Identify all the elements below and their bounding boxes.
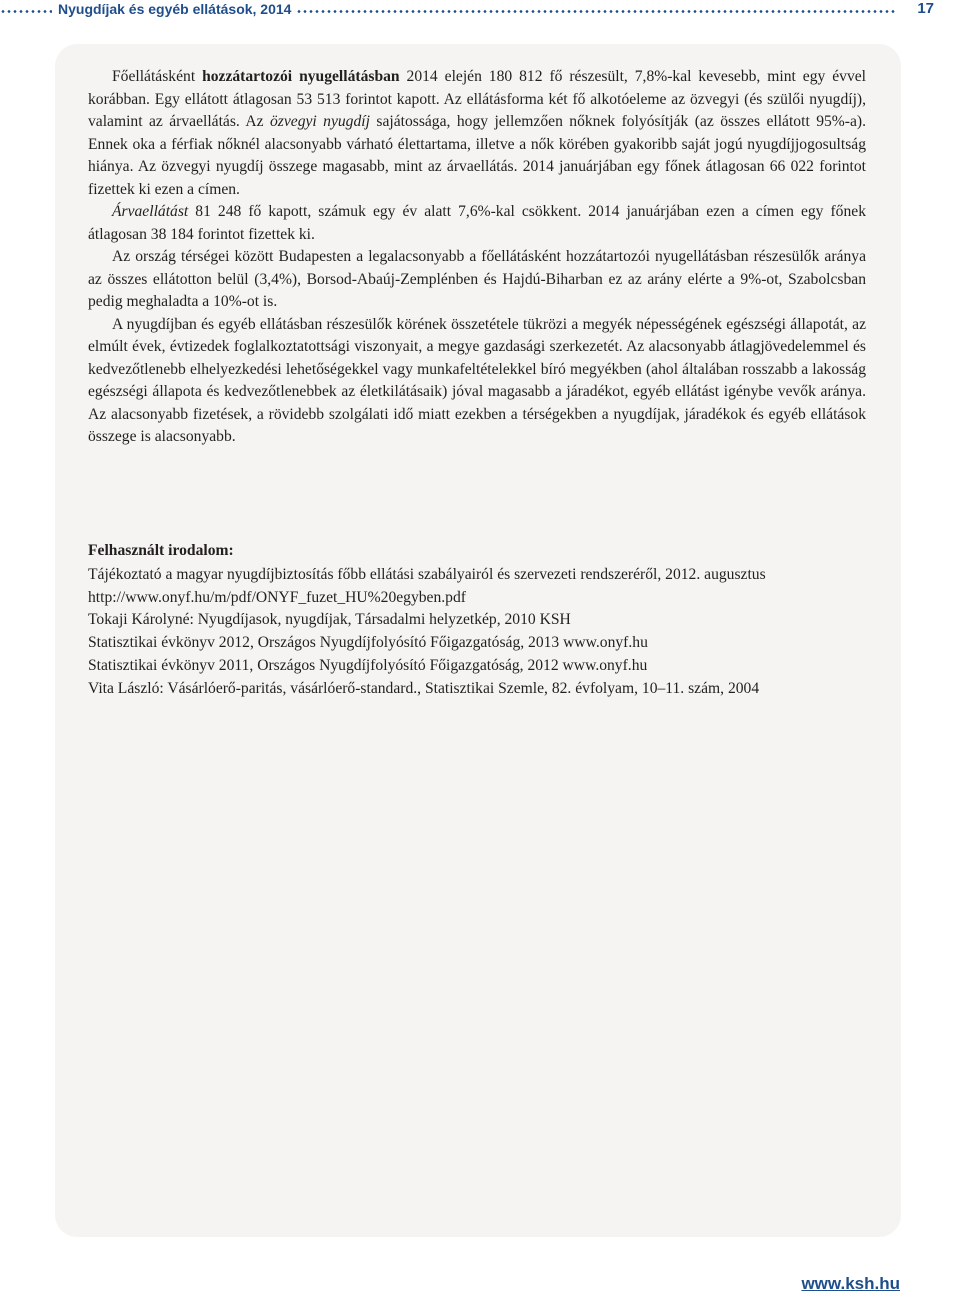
p1-text-c: 2014 elején 180 812 fő részesült, 7,8%-kal kevesebb, mint egy évvel korábban. Egy ellátott átlagosan 53 513 forintot kapott. Az ellátásforma két fő alkotóeleme az özvegyi (és szülői nyugdíj), valamint az árvaellátás. Az (88, 68, 866, 130)
running-title: Nyugdíjak és egyéb ellátások, 2014 (58, 1, 292, 17)
paragraph-composition: A nyugdíjban és egyéb ellátásban részesülők körének összetétele tükrözi a megyék népességének egészségi állapotát, az elmúlt évek, évtizedek foglalkoztatottsági viszonyait, a megye gazdasági szerkezetét. Az alacsonyabb átlagjövedelemmel és kedvezőtlenebb elhelyezkedési lehetőségekkel vagy munkafeltételekkel bíró megyékben (ahol általában rosszabb a lakosság egészségi állapota és kedvezőtlenebbek az életkilátásaik) jóval magasabb a járadékot, egyéb ellátást igénybe vevők aránya. Az alacsonyabb fizetések, a rövidebb szolgálati idő miatt ezekben a térségekben a nyugdíjak, járadékok és egyéb ellátások összege is alacsonyabb. (88, 315, 866, 445)
references (88, 540, 878, 701)
paragraph-orphan-benefit (88, 201, 866, 246)
paragraph-regional: Az ország térségei között Budapesten a legalacsonyabb a főellátásként hozzátartozói nyugellátásban részesülők aránya az összes ellátotton belül (3,4%), Borsod-Abaúj-Zemplénben és Hajdú-Biharban ez az arány elérte a 9%-ot, Szabolcsban pedig meghaladta a 10%-ot is. (88, 248, 866, 310)
p1-italic-term: özvegyi nyugdíj (269, 113, 370, 130)
reference-item: Vita László: Vásárlóerő-paritás, vásárlóerő-standard., Statisztikai Szemle, 82. évfolyam, 10–11. szám, 2004 (88, 679, 760, 697)
page-number: 17 (917, 0, 934, 17)
body-text (88, 66, 866, 449)
p1-text-a: Főellátásként (112, 68, 203, 85)
header-dotted-rule-left (0, 10, 52, 13)
p1-text-e: sajátossága, hogy jellemzően nőknek folyósítják (az összes ellátott 95%-a). Ennek oka a férfiak nőknél alacsonyabb várható élettartama, illetve a nők körében gyakoribb saját jogú nyugdíjjogosultság hiánya. Az özvegyi nyugdíj összege magasabb, mint az árvaellátás. 2014 januárjában egy főnek átlagosan 66 022 forintot fizettek ki ezen a címen. (88, 113, 866, 198)
p1-bold-term: hozzátartozói nyugellátásban (202, 68, 400, 85)
paragraph-survivor-pension (88, 66, 866, 201)
references-title: Felhasznált irodalom: (88, 542, 234, 559)
header-dotted-rule-right (296, 10, 896, 13)
page-header (0, 0, 960, 22)
reference-item: Tájékoztató a magyar nyugdíjbiztosítás főbb ellátási szabályairól és szervezeti rendszeréről, 2012. augusztus http://www.onyf.hu/m/pdf/ONYF_fuzet_HU%20egyben.pdf (88, 565, 766, 606)
ksh-website-link[interactable]: www.ksh.hu (801, 1274, 900, 1293)
reference-item: Statisztikai évkönyv 2011, Országos Nyugdíjfolyósító Főigazgatóság, 2012 www.onyf.hu (88, 656, 648, 674)
p2-text: 81 248 fő kapott, számuk egy év alatt 7,6%-kal csökkent. 2014 januárjában ezen a címen egy főnek átlagosan 38 184 forintot fizettek ki. (88, 203, 866, 243)
reference-item: Statisztikai évkönyv 2012, Országos Nyugdíjfolyósító Főigazgatóság, 2013 www.onyf.hu (88, 634, 648, 652)
p2-italic-term: Árvaellátást (112, 203, 189, 220)
reference-item: Tokaji Károlyné: Nyugdíjasok, nyugdíjak, Társadalmi helyzetkép, 2010 KSH (88, 611, 571, 629)
